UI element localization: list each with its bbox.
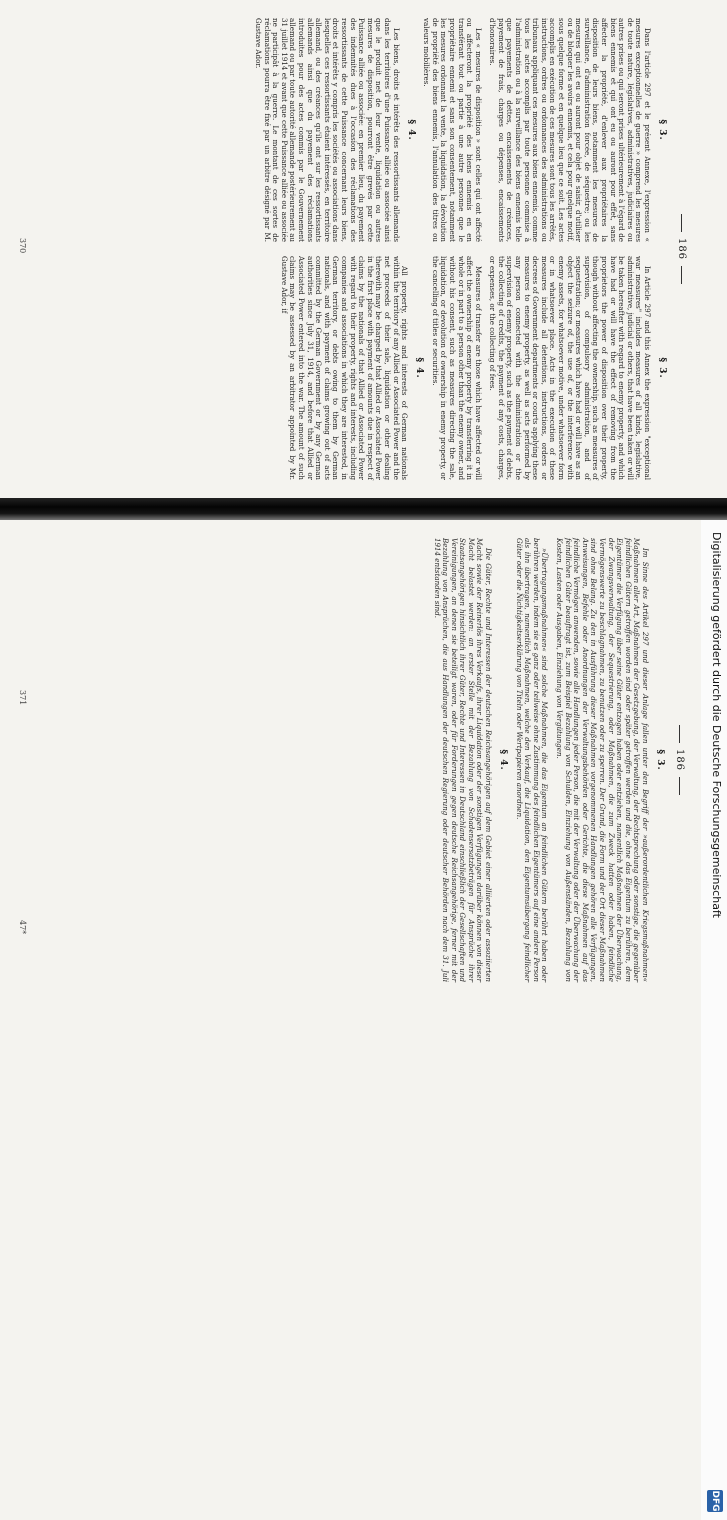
digitization-strip (701, 520, 727, 1520)
paragraph: Les « mesures de disposition » sont celles qui ont affecté ou affecteront la propriété des biens ennemis en en transférant tout ou partie à une autre personne que le propriétaire ennemi et sans son consentement, notamment les mesures ordonnant la vente, la liquidation, la dévolution de propriété des biens ennemis, l'annulation des titres ou valeurs mobilières. (422, 18, 483, 242)
header-dash (680, 777, 681, 795)
folio-number: 371 (18, 690, 27, 706)
section-heading: § 4. (498, 749, 509, 771)
digitization-credit: Digitalisierung gefördert durch die Deutsche Forschungsgemeinschaft (710, 532, 723, 918)
sheet-german (0, 520, 727, 1512)
german-column (40, 538, 665, 982)
page-header (673, 560, 687, 960)
folio-number: 370 (18, 238, 27, 254)
section-heading: § 3. (657, 119, 667, 141)
header-dash (680, 725, 681, 743)
text-columns (40, 18, 667, 480)
section-heading: § 3. (657, 357, 667, 379)
section-heading: § 4. (414, 357, 425, 379)
french-column (40, 18, 667, 242)
english-column (40, 256, 667, 480)
paragraph: Dans l'article 297 et le présent Annexe, l'expression « mesures exceptionnelles de guerre » comprend les mesures de toute nature, législatives, administratives, judiciaires ou autres prises ou qui seront prises ultérieurement à l'égard de biens ennemis et qui ont eu ou auront pour effet, sans affecter la propriété, d'enlever aux propriétaires la disposition de leurs biens, notamment les mesures de surveillance, d'administration forcée, de séquestre; ou les mesures qui ont eu ou auront pour objet de saisir, d'utiliser ou de bloquer les avoirs ennemis, et cela pour quelque motif, sous quelque forme et en quelque lieu que ce soit. Les actes accomplis en exécution de ces mesures sont tous les arrêtés, instructions, ordres ou ordonnances des administrations ou tribunaux appliquant ces mesures aux biens ennemis, comme tous les actes accomplis par toute personne commise à l'administration ou à la surveillance des biens ennemis telle que payements de dettes, encaissements de créances, payement de frais, charges ou dépenses, encaissements d'honoraires. (488, 18, 652, 242)
paragraph: Die Güter, Rechte und Interessen der deutschen Reichsangehörigen auf dem Gebiet einer alliierten oder assoziierten Macht sowie der Reinerlös ihres Verkaufs, ihrer Liquidation oder der sonstigen Verfügungen darüber können von dieser Macht belastet werden: an erster Stelle mit der Bezahlung von Schadensersatzbeträgen für Ansprüche ihrer Staatsangehörigen hinsichtlich ihrer Güter, Rechte und Interessen in Deutschland einschließlich der Gesellschaften und Vereinigungen, an denen sie beteiligt waren, oder für Forderungen gegen deutsche Reichsangehörige, ferner mit der Bezahlung von Ansprüchen, die aus Handlungen der deutschen Regierung oder deutscher Behörden nach dem 31. Juli 1914 entstanden sind. (432, 538, 494, 982)
paragraph: Measures of transfer are those which have affected or will affect the ownership of enemy property by transferring it in whole or in part to a person other than the enemy owner, and without his consent, such as measures directing the sale, liquidation, or devolution of ownership in enemy property, or the cancelling of titles or securities. (430, 256, 483, 480)
page-number: 186 (676, 237, 688, 261)
paragraph: Les biens, droits et intérêts des ressortissants allemands dans les territoires d'une Puissance alliée ou associée ainsi que le produit net de leur vente, liquidation ou autres mesures de disposition, pourront être grevés par cette Puissance alliée ou associée: en premier lieu, du payement des indemnités dues à l'occasion des réclamations des ressortissants de cette Puissance concernant leurs biens, droits et intérêts y compris les sociétés ou associations dans lesquelles ces ressortissants étaient intéressés, en territoire allemand, ou des créances qu'ils ont sur les ressortissants allemands ainsi que du payement des réclamations introduites pour des actes commis par le Gouvernement allemand ou par toute autorité allemande postérieurement au 31 juillet 1914 et avant que cette Puissance alliée ou associée ne participât à la guerre. Le montant de ces sortes de réclamations pourra être fixé par un arbitre désigné par M. Gustave Ador. (254, 18, 401, 242)
paragraph: Im Sinne des Artikel 297 und dieser Anlage fallen unter den Begriff der »außerordentlichen Kriegsmaßnahmen« Maßnahmen aller Art, Maßnahmen der Gesetzgebung, der Verwaltung, der Rechtsprechung oder sonstige, die gegenüber feindlichen Gütern getroffen worden sind oder später getroffen werden und die, ohne das Eigentum zu berühren, dem Eigentümer die Verfügung über seine Güter entzogen haben oder entziehen, namentlich Maßnahmen der Überwachung, der Zwangsverwaltung, der Sequestrierung, oder Maßnahmen, die zum Zweck hatten oder haben, feindliche Vermögenswerte zu beschlagnahmen, zu benutzen oder zu sperren. Der Grund, die Form und der Ort dieser Maßnahmen sind ohne Belang. Zu den in Ausführung dieser Maßnahmen vorgenommenen Handlungen gehören alle Verfügungen, Anweisungen, Befehle oder Anordnungen der Verwaltungsbehörden oder Gerichte, die diese Maßnahmen auf das feindliche Vermögen anwenden, sowie alle Handlungen jeder Person, die mit der Verwaltung oder der Überwachung der feindlichen Güter beauftragt ist, zum Beispiel Bezahlung von Schulden, Einziehung von Außenständen, Bezahlung von Kosten, Lasten oder Ausgaben, Einziehung von Vergütungen. (555, 538, 650, 982)
page-header (675, 40, 689, 458)
header-dash (682, 214, 683, 232)
text-columns (40, 538, 665, 982)
paragraph: »Übertragungsmaßnahmen« sind solche Maßnahmen, die das Eigentum an feindlichen Gütern berührt haben oder berühren werden, indem sie es ganz oder teilweise ohne Zustimmung des feindlichen Eigentümers auf eine andere Person als ihn übertragen, namentlich Maßnahmen, welche den Verkauf, die Liquidation, den Eigentumsübergang feindlicher Güter oder die Nichtigkeitserklärung von Titeln oder Wertpapieren anordnen. (514, 538, 550, 982)
page-number: 186 (674, 748, 686, 772)
sheet-mark: 47* (18, 920, 27, 935)
paragraph: All property, rights and interests of German nationals within the territory of any Allied or Associated Power and the net proceeds of their sale, liquidation or other dealing therewith may be charged by that Allied or Associated Power in the first place with payment of amounts due in respect of claims by the nationals of that Allied or Associated Power with regard to their property, rights and interests, including companies and associations in which they are interested, in German territory, or debts owing to them by German nationals, and with payment of claims growing out of acts committed by the German Government or by any German authorities since July 31, 1914, and before that Allied or Associated Power entered into the war. The amount of such claims may be assessed by an arbitrator appointed by Mr. Gustave Ador, if (279, 256, 410, 480)
page-fold-shadow (0, 498, 727, 520)
dfg-logo: DFG (707, 1490, 723, 1512)
section-heading: § 3. (655, 749, 665, 771)
header-dash (682, 266, 683, 284)
paragraph: In Article 297 and this Annex the expression "exceptional war measures" includes measures of all kinds, legislative, administrative, judicial or others, that have been taken or will be taken hereafter with regard to enemy property, and which have had or will have the effect of removing from the proprietors the power of disposition over their property, though without affecting the ownership, such as measures of supervision, of compulsory administration, and of sequestration; or measures which have had or will have as an object the seizure of, the use of, or the interference with enemy assets, for whatsoever motive, under whatsoever form or in whatsoever place. Acts in the execution of these measures include all detentions, instructions, orders or decrees of Government departments or courts applying these measures to enemy property, as well as acts performed by any person connected with the administration or the supervision of enemy property, such as the payment of debts, the collecting of credits, the payment of any costs, charges, or expenses, or the collecting of fees. (488, 256, 652, 480)
section-heading: § 4. (405, 119, 416, 141)
sheet-french-english (0, 0, 727, 498)
